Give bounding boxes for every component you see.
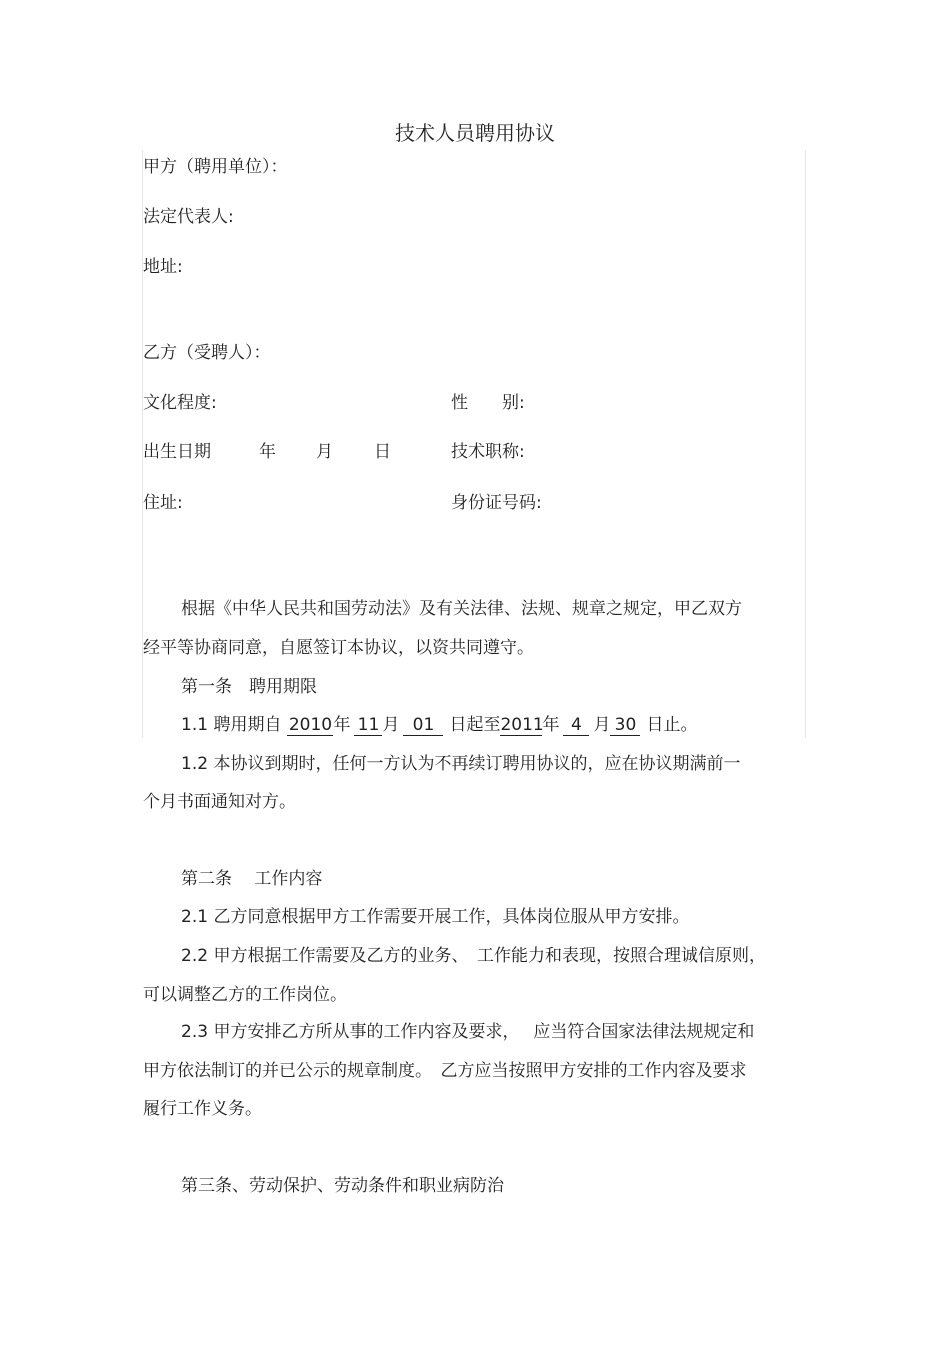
party-b-label: 乙方（受聘人）： bbox=[143, 343, 271, 363]
clause-1-2-line-1: 1.2 本协议到期时，任何一方认为不再续订聘用协议的，应在协议期满前一 bbox=[181, 754, 741, 774]
end-day-suffix: 日止。 bbox=[646, 715, 698, 735]
end-day-value: 30 bbox=[610, 715, 640, 736]
clause-1-1-prefix: 1.1 聘用期自 bbox=[181, 715, 282, 735]
party-a-address-label: 地址: bbox=[143, 257, 183, 277]
preamble-line-1: 根据《中华人民共和国劳动法》及有关法律、法规、规章之规定，甲乙双方 bbox=[181, 599, 742, 619]
start-day-value: 01 bbox=[403, 715, 443, 736]
article-1-heading: 第一条 聘用期限 bbox=[181, 677, 317, 697]
tech-title-label: 技术职称: bbox=[451, 442, 525, 462]
start-month-value: 11 bbox=[354, 715, 382, 736]
clause-2-3-line-1: 2.3 甲方安排乙方所从事的工作内容及要求， 应当符合国家法律法规规定和 bbox=[181, 1022, 755, 1042]
clause-2-2-line-1: 2.2 甲方根据工作需要及乙方的业务、 工作能力和表现，按照合理诚信原则， bbox=[181, 946, 766, 966]
legal-rep-label: 法定代表人: bbox=[143, 207, 234, 227]
id-number-label: 身份证号码: bbox=[451, 493, 542, 513]
end-year-value: 2011 bbox=[500, 715, 544, 735]
end-month-unit: 月 bbox=[593, 715, 611, 735]
article-3-heading: 第三条、劳动保护、劳动条件和职业病防治 bbox=[181, 1176, 504, 1196]
education-label: 文化程度: bbox=[143, 393, 217, 413]
clause-2-3-line-3: 履行工作义务。 bbox=[143, 1099, 262, 1119]
preamble-line-2: 经平等协商同意，自愿签订本协议，以资共同遵守。 bbox=[143, 638, 534, 658]
birth-day-label: 日 bbox=[374, 442, 391, 462]
clause-1-1 bbox=[181, 714, 697, 736]
clause-1-2-line-2: 个月书面通知对方。 bbox=[143, 792, 296, 812]
start-month-unit: 月 bbox=[382, 715, 400, 735]
birth-date-label: 出生日期 bbox=[143, 442, 211, 462]
gender-label: 性 别: bbox=[451, 393, 525, 413]
start-year-unit: 年 bbox=[333, 715, 351, 735]
clause-2-3-line-2: 甲方依法制订的并已公示的规章制度。 乙方应当按照甲方安排的工作内容及要求 bbox=[143, 1061, 747, 1081]
start-year-value: 2010 bbox=[288, 715, 333, 735]
article-2-heading: 第二条 工作内容 bbox=[181, 869, 323, 889]
end-year-unit: 年 bbox=[542, 715, 560, 735]
birth-year-label: 年 bbox=[259, 442, 276, 462]
start-day-suffix: 日起至 bbox=[449, 715, 501, 735]
clause-2-1: 2.1 乙方同意根据甲方工作需要开展工作，具体岗位服从甲方安排。 bbox=[181, 907, 690, 927]
end-month-value: 4 bbox=[563, 715, 589, 736]
party-a-label: 甲方（聘用单位）： bbox=[143, 157, 288, 177]
margin-line-right bbox=[805, 150, 806, 738]
clause-2-2-line-2: 可以调整乙方的工作岗位。 bbox=[143, 985, 347, 1005]
residence-label: 住址: bbox=[143, 493, 183, 513]
birth-month-label: 月 bbox=[316, 442, 333, 462]
document-title: 技术人员聘用协议 bbox=[395, 121, 555, 145]
